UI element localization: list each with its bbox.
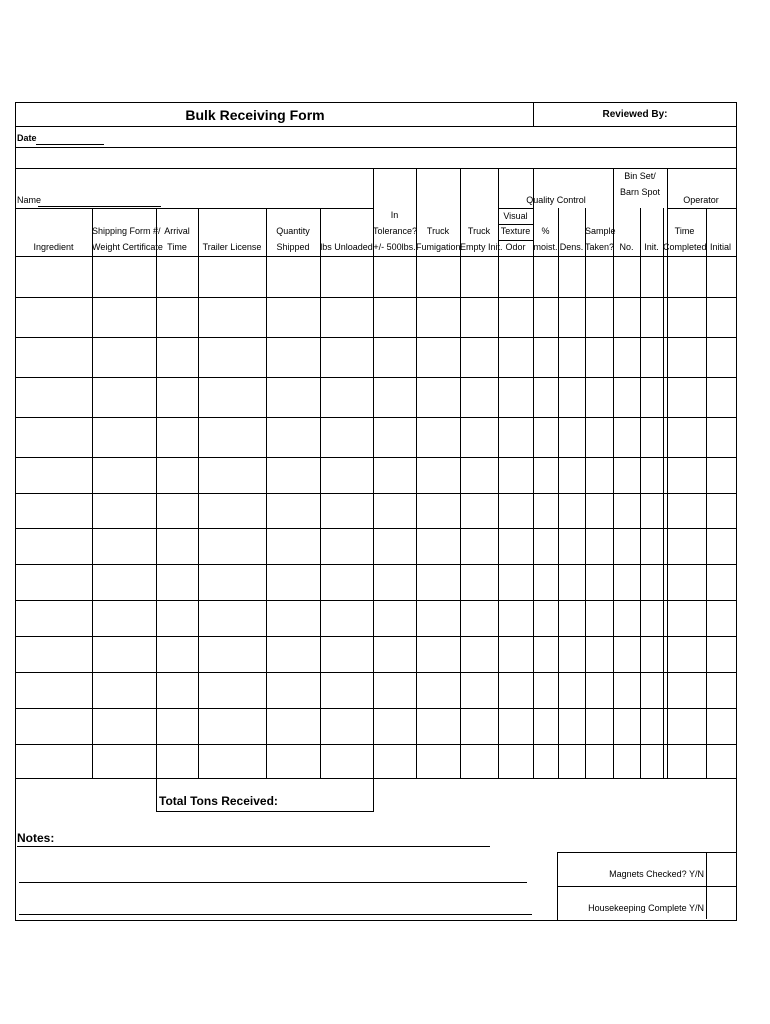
cell-initial[interactable] [706, 528, 735, 564]
cell-quantity-shipped[interactable] [266, 417, 320, 457]
col-header-truck-fumigation-line-2: Fumigation [416, 242, 461, 252]
cell-trailer-license[interactable] [198, 744, 266, 778]
bin-set-label: Bin Set/ [624, 171, 656, 181]
cell-no[interactable] [613, 528, 640, 564]
cell-quantity-shipped[interactable] [266, 337, 320, 377]
cell-ingredient[interactable] [15, 297, 92, 337]
col-header-ingredient-line-2: Ingredient [33, 242, 74, 252]
cell-ingredient[interactable] [15, 256, 92, 297]
operator-label: Operator [683, 195, 719, 205]
cell-time-completed[interactable] [663, 457, 706, 493]
cell-sample-taken[interactable] [585, 744, 613, 778]
cell-time-completed[interactable] [663, 744, 706, 778]
col-header-time-completed-line-2: Completed [663, 242, 707, 252]
quality-control-label: Quality Control [526, 195, 586, 205]
cell-init[interactable] [640, 600, 663, 636]
cell-lbs-unloaded[interactable] [320, 493, 373, 528]
col-header-sample-taken-line-2: Taken? [585, 242, 615, 252]
cell-quantity-shipped[interactable] [266, 600, 320, 636]
cell-initial[interactable] [706, 337, 735, 377]
cell-init[interactable] [640, 297, 663, 337]
cell-in-tolerance[interactable] [373, 493, 416, 528]
cell-time-completed[interactable] [663, 297, 706, 337]
cell-moist[interactable] [533, 493, 558, 528]
cell-lbs-unloaded[interactable] [320, 564, 373, 600]
cell-arrival-time[interactable] [156, 708, 198, 744]
cell-sample-taken[interactable] [585, 672, 613, 708]
col-header-arrival-time-line-1: Arrival [164, 226, 190, 236]
cell-quantity-shipped[interactable] [266, 493, 320, 528]
cell-ingredient[interactable] [15, 744, 92, 778]
cell-arrival-time[interactable] [156, 457, 198, 493]
cell-trailer-license[interactable] [198, 256, 266, 297]
cell-moist[interactable] [533, 297, 558, 337]
cell-ingredient[interactable] [15, 457, 92, 493]
cell-trailer-license[interactable] [198, 377, 266, 417]
cell-moist[interactable] [533, 600, 558, 636]
cell-in-tolerance[interactable] [373, 528, 416, 564]
cell-shipping-form[interactable] [92, 493, 156, 528]
col-header-in-tolerance-line-1: In [390, 210, 399, 220]
cell-shipping-form[interactable] [92, 417, 156, 457]
notes-line-2[interactable] [19, 882, 527, 883]
cell-ingredient[interactable] [15, 636, 92, 672]
cell-in-tolerance[interactable] [373, 297, 416, 337]
cell-in-tolerance[interactable] [373, 600, 416, 636]
cell-init[interactable] [640, 377, 663, 417]
cell-no[interactable] [613, 672, 640, 708]
cell-trailer-license[interactable] [198, 636, 266, 672]
cell-lbs-unloaded[interactable] [320, 297, 373, 337]
cell-moist[interactable] [533, 417, 558, 457]
cell-truck-empty[interactable] [460, 672, 498, 708]
cell-arrival-time[interactable] [156, 528, 198, 564]
cell-dens[interactable] [558, 417, 585, 457]
cell-dens[interactable] [558, 457, 585, 493]
cell-truck-fumigation[interactable] [416, 600, 460, 636]
cell-truck-empty[interactable] [460, 377, 498, 417]
cell-arrival-time[interactable] [156, 337, 198, 377]
cell-initial[interactable] [706, 493, 735, 528]
cell-ingredient[interactable] [15, 528, 92, 564]
cell-lbs-unloaded[interactable] [320, 377, 373, 417]
col-header-texture-odor-line-2: Odor [505, 242, 526, 252]
cell-init[interactable] [640, 337, 663, 377]
cell-in-tolerance[interactable] [373, 337, 416, 377]
cell-shipping-form[interactable] [92, 672, 156, 708]
cell-lbs-unloaded[interactable] [320, 744, 373, 778]
cell-trailer-license[interactable] [198, 600, 266, 636]
cell-initial[interactable] [706, 297, 735, 337]
cell-truck-fumigation[interactable] [416, 636, 460, 672]
cell-trailer-license[interactable] [198, 297, 266, 337]
col-header-sample-taken-line-1: Sample [585, 226, 616, 236]
cell-no[interactable] [613, 417, 640, 457]
cell-no[interactable] [613, 493, 640, 528]
cell-texture-odor[interactable] [498, 457, 533, 493]
cell-texture-odor[interactable] [498, 636, 533, 672]
reviewed-by-label: Reviewed By: [602, 109, 668, 120]
notes-label: Notes: [17, 831, 55, 845]
cell-init[interactable] [640, 672, 663, 708]
cell-no[interactable] [613, 600, 640, 636]
cell-moist[interactable] [533, 708, 558, 744]
cell-shipping-form[interactable] [92, 337, 156, 377]
cell-no[interactable] [613, 377, 640, 417]
col-header-shipping-form-line-2: Weight Certificate [92, 242, 163, 252]
cell-truck-fumigation[interactable] [416, 708, 460, 744]
cell-truck-empty[interactable] [460, 417, 498, 457]
name-field[interactable] [38, 206, 161, 207]
cell-init[interactable] [640, 256, 663, 297]
cell-time-completed[interactable] [663, 636, 706, 672]
cell-truck-empty[interactable] [460, 493, 498, 528]
cell-moist[interactable] [533, 672, 558, 708]
cell-truck-fumigation[interactable] [416, 564, 460, 600]
cell-time-completed[interactable] [663, 672, 706, 708]
cell-dens[interactable] [558, 744, 585, 778]
col-header-initial-line-2: Initial [709, 242, 731, 252]
cell-no[interactable] [613, 457, 640, 493]
cell-arrival-time[interactable] [156, 564, 198, 600]
cell-ingredient[interactable] [15, 493, 92, 528]
cell-trailer-license[interactable] [198, 672, 266, 708]
cell-quantity-shipped[interactable] [266, 672, 320, 708]
cell-time-completed[interactable] [663, 417, 706, 457]
cell-dens[interactable] [558, 672, 585, 708]
cell-texture-odor[interactable] [498, 297, 533, 337]
col-header-moist-line-1: % [541, 226, 550, 236]
cell-ingredient[interactable] [15, 600, 92, 636]
cell-arrival-time[interactable] [156, 256, 198, 297]
cell-sample-taken[interactable] [585, 256, 613, 297]
cell-texture-odor[interactable] [498, 528, 533, 564]
cell-init[interactable] [640, 417, 663, 457]
cell-initial[interactable] [706, 457, 735, 493]
cell-truck-empty[interactable] [460, 600, 498, 636]
cell-in-tolerance[interactable] [373, 256, 416, 297]
col-header-truck-empty-line-1: Truck [467, 226, 491, 236]
cell-moist[interactable] [533, 337, 558, 377]
cell-init[interactable] [640, 564, 663, 600]
housekeeping-complete-label: Housekeeping Complete Y/N [588, 903, 704, 913]
cell-moist[interactable] [533, 528, 558, 564]
cell-initial[interactable] [706, 417, 735, 457]
cell-dens[interactable] [558, 636, 585, 672]
col-header-dens-line-2: Dens. [559, 242, 584, 252]
cell-truck-empty[interactable] [460, 457, 498, 493]
form-title: Bulk Receiving Form [185, 107, 325, 123]
cell-truck-fumigation[interactable] [416, 297, 460, 337]
cell-truck-empty[interactable] [460, 528, 498, 564]
cell-initial[interactable] [706, 708, 735, 744]
col-header-quantity-shipped-line-2: Shipped [276, 242, 310, 252]
cell-texture-odor[interactable] [498, 672, 533, 708]
cell-in-tolerance[interactable] [373, 672, 416, 708]
cell-arrival-time[interactable] [156, 493, 198, 528]
cell-no[interactable] [613, 337, 640, 377]
cell-quantity-shipped[interactable] [266, 256, 320, 297]
cell-arrival-time[interactable] [156, 297, 198, 337]
cell-quantity-shipped[interactable] [266, 636, 320, 672]
cell-lbs-unloaded[interactable] [320, 528, 373, 564]
cell-dens[interactable] [558, 564, 585, 600]
cell-lbs-unloaded[interactable] [320, 417, 373, 457]
cell-time-completed[interactable] [663, 600, 706, 636]
cell-initial[interactable] [706, 564, 735, 600]
cell-ingredient[interactable] [15, 337, 92, 377]
cell-dens[interactable] [558, 528, 585, 564]
cell-lbs-unloaded[interactable] [320, 636, 373, 672]
cell-in-tolerance[interactable] [373, 457, 416, 493]
cell-moist[interactable] [533, 564, 558, 600]
cell-sample-taken[interactable] [585, 457, 613, 493]
cell-init[interactable] [640, 636, 663, 672]
cell-time-completed[interactable] [663, 493, 706, 528]
cell-truck-fumigation[interactable] [416, 256, 460, 297]
cell-texture-odor[interactable] [498, 564, 533, 600]
cell-truck-fumigation[interactable] [416, 672, 460, 708]
cell-no[interactable] [613, 564, 640, 600]
cell-truck-empty[interactable] [460, 636, 498, 672]
cell-ingredient[interactable] [15, 708, 92, 744]
col-header-lbs-unloaded-line-2: lbs Unloaded [320, 242, 373, 252]
barn-spot-label: Barn Spot [619, 187, 661, 197]
cell-arrival-time[interactable] [156, 672, 198, 708]
cell-trailer-license[interactable] [198, 528, 266, 564]
cell-initial[interactable] [706, 256, 735, 297]
cell-time-completed[interactable] [663, 564, 706, 600]
cell-truck-empty[interactable] [460, 297, 498, 337]
cell-shipping-form[interactable] [92, 297, 156, 337]
cell-no[interactable] [613, 744, 640, 778]
cell-shipping-form[interactable] [92, 377, 156, 417]
cell-init[interactable] [640, 493, 663, 528]
cell-truck-empty[interactable] [460, 744, 498, 778]
cell-moist[interactable] [533, 457, 558, 493]
cell-initial[interactable] [706, 600, 735, 636]
cell-shipping-form[interactable] [92, 636, 156, 672]
cell-truck-fumigation[interactable] [416, 744, 460, 778]
cell-in-tolerance[interactable] [373, 417, 416, 457]
col-header-truck-fumigation-line-1: Truck [426, 226, 450, 236]
cell-quantity-shipped[interactable] [266, 564, 320, 600]
cell-moist[interactable] [533, 256, 558, 297]
cell-shipping-form[interactable] [92, 528, 156, 564]
cell-truck-empty[interactable] [460, 337, 498, 377]
col-header-time-completed-line-1: Time [674, 226, 695, 236]
cell-shipping-form[interactable] [92, 744, 156, 778]
cell-sample-taken[interactable] [585, 493, 613, 528]
cell-texture-odor[interactable] [498, 256, 533, 297]
cell-init[interactable] [640, 708, 663, 744]
col-header-truck-empty-line-2: Empty Init. [460, 242, 503, 252]
cell-no[interactable] [613, 297, 640, 337]
total-tons-label: Total Tons Received: [159, 794, 278, 808]
cell-sample-taken[interactable] [585, 528, 613, 564]
cell-ingredient[interactable] [15, 564, 92, 600]
cell-time-completed[interactable] [663, 256, 706, 297]
date-field[interactable] [36, 144, 104, 145]
cell-truck-fumigation[interactable] [416, 337, 460, 377]
cell-init[interactable] [640, 744, 663, 778]
cell-quantity-shipped[interactable] [266, 297, 320, 337]
col-header-init-line-2: Init. [644, 242, 659, 252]
cell-trailer-license[interactable] [198, 337, 266, 377]
cell-dens[interactable] [558, 377, 585, 417]
cell-quantity-shipped[interactable] [266, 708, 320, 744]
cell-sample-taken[interactable] [585, 337, 613, 377]
col-header-no-line-2: No. [619, 242, 634, 252]
cell-trailer-license[interactable] [198, 417, 266, 457]
cell-in-tolerance[interactable] [373, 564, 416, 600]
cell-in-tolerance[interactable] [373, 636, 416, 672]
cell-in-tolerance[interactable] [373, 377, 416, 417]
notes-line-3[interactable] [19, 914, 532, 915]
cell-truck-fumigation[interactable] [416, 493, 460, 528]
col-header-trailer-license-line-2: Trailer License [202, 242, 262, 252]
cell-sample-taken[interactable] [585, 297, 613, 337]
cell-sample-taken[interactable] [585, 564, 613, 600]
col-header-moist-line-2: moist. [533, 242, 558, 252]
cell-lbs-unloaded[interactable] [320, 337, 373, 377]
visual-label: Visual [503, 211, 528, 221]
cell-truck-fumigation[interactable] [416, 528, 460, 564]
cell-truck-empty[interactable] [460, 564, 498, 600]
cell-ingredient[interactable] [15, 377, 92, 417]
cell-quantity-shipped[interactable] [266, 528, 320, 564]
col-header-shipping-form-line-1: Shipping Form #/ [92, 226, 161, 236]
cell-lbs-unloaded[interactable] [320, 600, 373, 636]
cell-sample-taken[interactable] [585, 708, 613, 744]
cell-dens[interactable] [558, 256, 585, 297]
cell-no[interactable] [613, 256, 640, 297]
notes-line-1[interactable] [17, 846, 490, 847]
cell-shipping-form[interactable] [92, 600, 156, 636]
cell-ingredient[interactable] [15, 672, 92, 708]
cell-dens[interactable] [558, 708, 585, 744]
cell-time-completed[interactable] [663, 528, 706, 564]
cell-shipping-form[interactable] [92, 256, 156, 297]
cell-quantity-shipped[interactable] [266, 377, 320, 417]
cell-quantity-shipped[interactable] [266, 457, 320, 493]
cell-arrival-time[interactable] [156, 744, 198, 778]
cell-arrival-time[interactable] [156, 600, 198, 636]
cell-dens[interactable] [558, 297, 585, 337]
cell-trailer-license[interactable] [198, 708, 266, 744]
cell-no[interactable] [613, 636, 640, 672]
date-label: Date [17, 133, 37, 143]
cell-arrival-time[interactable] [156, 417, 198, 457]
cell-init[interactable] [640, 528, 663, 564]
cell-lbs-unloaded[interactable] [320, 457, 373, 493]
cell-initial[interactable] [706, 636, 735, 672]
col-header-in-tolerance-line-3: +/- 500lbs. [373, 242, 416, 252]
cell-shipping-form[interactable] [92, 457, 156, 493]
cell-init[interactable] [640, 457, 663, 493]
cell-truck-fumigation[interactable] [416, 457, 460, 493]
cell-texture-odor[interactable] [498, 337, 533, 377]
cell-time-completed[interactable] [663, 337, 706, 377]
cell-ingredient[interactable] [15, 417, 92, 457]
cell-lbs-unloaded[interactable] [320, 256, 373, 297]
cell-lbs-unloaded[interactable] [320, 672, 373, 708]
col-header-texture-odor-line-1: Texture [500, 226, 531, 236]
cell-time-completed[interactable] [663, 377, 706, 417]
cell-arrival-time[interactable] [156, 377, 198, 417]
cell-moist[interactable] [533, 744, 558, 778]
cell-initial[interactable] [706, 672, 735, 708]
cell-texture-odor[interactable] [498, 493, 533, 528]
cell-sample-taken[interactable] [585, 417, 613, 457]
cell-shipping-form[interactable] [92, 708, 156, 744]
cell-sample-taken[interactable] [585, 377, 613, 417]
cell-texture-odor[interactable] [498, 744, 533, 778]
cell-dens[interactable] [558, 337, 585, 377]
cell-dens[interactable] [558, 600, 585, 636]
cell-texture-odor[interactable] [498, 708, 533, 744]
magnets-checked-label: Magnets Checked? Y/N [609, 869, 704, 879]
cell-in-tolerance[interactable] [373, 708, 416, 744]
cell-sample-taken[interactable] [585, 636, 613, 672]
cell-initial[interactable] [706, 744, 735, 778]
cell-texture-odor[interactable] [498, 377, 533, 417]
cell-texture-odor[interactable] [498, 600, 533, 636]
cell-initial[interactable] [706, 377, 735, 417]
cell-trailer-license[interactable] [198, 493, 266, 528]
cell-truck-fumigation[interactable] [416, 417, 460, 457]
col-header-in-tolerance-line-2: Tolerance? [373, 226, 418, 236]
cell-dens[interactable] [558, 493, 585, 528]
cell-truck-empty[interactable] [460, 708, 498, 744]
cell-no[interactable] [613, 708, 640, 744]
col-header-quantity-shipped-line-1: Quantity [276, 226, 310, 236]
cell-lbs-unloaded[interactable] [320, 708, 373, 744]
cell-truck-fumigation[interactable] [416, 377, 460, 417]
cell-moist[interactable] [533, 636, 558, 672]
cell-quantity-shipped[interactable] [266, 744, 320, 778]
cell-moist[interactable] [533, 377, 558, 417]
cell-in-tolerance[interactable] [373, 744, 416, 778]
cell-shipping-form[interactable] [92, 564, 156, 600]
cell-arrival-time[interactable] [156, 636, 198, 672]
cell-sample-taken[interactable] [585, 600, 613, 636]
col-header-arrival-time-line-2: Time [167, 242, 187, 252]
cell-texture-odor[interactable] [498, 417, 533, 457]
cell-truck-empty[interactable] [460, 256, 498, 297]
cell-trailer-license[interactable] [198, 457, 266, 493]
cell-time-completed[interactable] [663, 708, 706, 744]
name-label: Name [17, 195, 42, 205]
cell-trailer-license[interactable] [198, 564, 266, 600]
